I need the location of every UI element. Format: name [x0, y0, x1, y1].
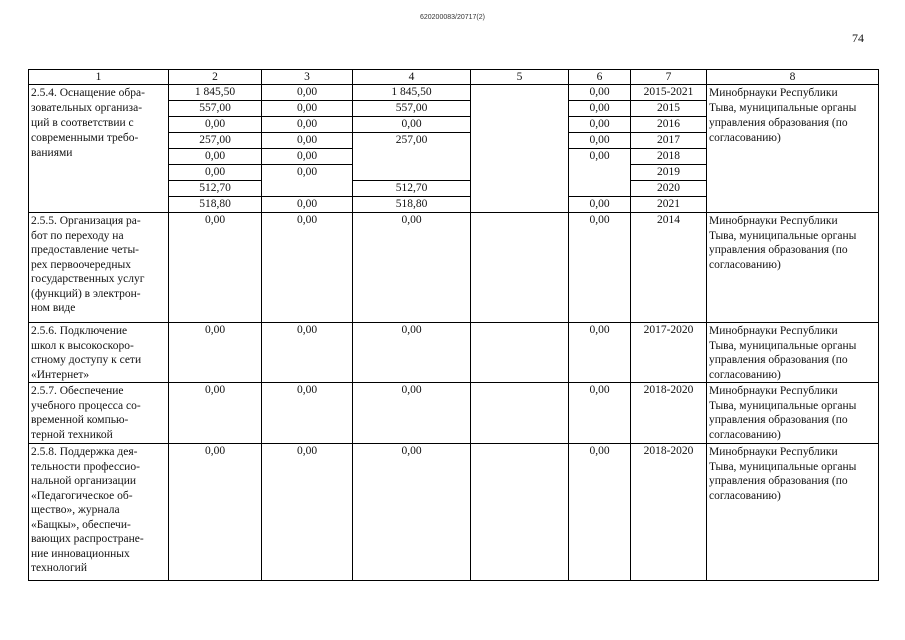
activity-description: 2.5.7. Обеспечение учебного процесса со- временной компью- терной техникой	[29, 383, 169, 444]
activity-description: 2.5.4. Оснащение обра- зовательных организа- ций в соответствии с современными требо- ваниями	[29, 85, 169, 213]
cell-other: 0,00	[569, 85, 631, 101]
responsible-executor: Минобрнауки Республики Тыва, муниципальные органы управления образования (по согласованию)	[707, 444, 879, 581]
responsible-executor: Минобрнауки Республики Тыва, муниципальные органы управления образования (по согласованию)	[707, 383, 879, 444]
cell-republic: 1 845,50	[353, 85, 471, 101]
cell-other: 0,00	[569, 213, 631, 323]
column-header: 6	[569, 70, 631, 85]
cell-years: 2014	[631, 213, 707, 323]
cell-local	[471, 383, 569, 444]
cell-republic: 257,00	[353, 133, 471, 149]
cell-federal: 0,00	[262, 383, 353, 444]
cell-republic: 0,00	[353, 383, 471, 444]
cell-other: 0,00	[569, 149, 631, 165]
table-row	[29, 213, 879, 323]
cell-federal: 0,00	[262, 165, 353, 181]
cell-years: 2015	[631, 101, 707, 117]
table-row	[29, 383, 879, 444]
cell-other	[569, 181, 631, 197]
cell-republic	[353, 149, 471, 165]
cell-republic	[353, 165, 471, 181]
cell-federal: 0,00	[262, 149, 353, 165]
cell-other: 0,00	[569, 197, 631, 213]
activity-description: 2.5.5. Организация ра- бот по переходу на предоставление четы- рех первоочередных государственных услуг (функций) в электрон- ном виде	[29, 213, 169, 323]
table-row	[29, 444, 879, 581]
column-header: 8	[707, 70, 879, 85]
column-header: 5	[471, 70, 569, 85]
cell-republic: 512,70	[353, 181, 471, 197]
cell-federal: 0,00	[262, 133, 353, 149]
cell-other: 0,00	[569, 101, 631, 117]
column-header: 7	[631, 70, 707, 85]
cell-years: 2015-2021	[631, 85, 707, 101]
cell-local	[471, 85, 569, 213]
cell-local	[471, 323, 569, 383]
responsible-executor: Минобрнауки Республики Тыва, муниципальные органы управления образования (по согласованию)	[707, 213, 879, 323]
cell-total: 0,00	[169, 444, 262, 581]
page-number: 74	[852, 31, 864, 45]
cell-total: 257,00	[169, 133, 262, 149]
cell-federal: 0,00	[262, 213, 353, 323]
cell-total: 0,00	[169, 213, 262, 323]
cell-republic: 0,00	[353, 213, 471, 323]
table-row	[29, 85, 879, 101]
cell-years: 2019	[631, 165, 707, 181]
cell-total: 0,00	[169, 149, 262, 165]
responsible-executor: Минобрнауки Республики Тыва, муниципальные органы управления образования (по согласованию)	[707, 85, 879, 213]
cell-federal	[262, 181, 353, 197]
cell-federal: 0,00	[262, 117, 353, 133]
cell-years: 2021	[631, 197, 707, 213]
column-header: 3	[262, 70, 353, 85]
cell-years: 2018-2020	[631, 383, 707, 444]
cell-total: 0,00	[169, 165, 262, 181]
cell-total: 1 845,50	[169, 85, 262, 101]
cell-total: 557,00	[169, 101, 262, 117]
table-row	[29, 323, 879, 383]
cell-other: 0,00	[569, 117, 631, 133]
cell-other: 0,00	[569, 383, 631, 444]
cell-years: 2017	[631, 133, 707, 149]
cell-total: 512,70	[169, 181, 262, 197]
cell-federal: 0,00	[262, 85, 353, 101]
column-header: 1	[29, 70, 169, 85]
cell-years: 2017-2020	[631, 323, 707, 383]
responsible-executor: Минобрнауки Республики Тыва, муниципальные органы управления образования (по согласованию)	[707, 323, 879, 383]
program-activities-table	[28, 69, 879, 581]
cell-total: 0,00	[169, 323, 262, 383]
cell-republic: 0,00	[353, 444, 471, 581]
cell-years: 2020	[631, 181, 707, 197]
cell-republic: 0,00	[353, 323, 471, 383]
cell-local	[471, 444, 569, 581]
cell-total: 0,00	[169, 383, 262, 444]
activity-description: 2.5.6. Подключение школ к высокоскоро- стному доступу к сети «Интернет»	[29, 323, 169, 383]
cell-republic: 557,00	[353, 101, 471, 117]
cell-federal: 0,00	[262, 444, 353, 581]
cell-local	[471, 213, 569, 323]
cell-years: 2018-2020	[631, 444, 707, 581]
cell-federal: 0,00	[262, 197, 353, 213]
cell-federal: 0,00	[262, 101, 353, 117]
cell-other: 0,00	[569, 133, 631, 149]
cell-total: 0,00	[169, 117, 262, 133]
cell-other: 0,00	[569, 323, 631, 383]
cell-years: 2016	[631, 117, 707, 133]
cell-federal: 0,00	[262, 323, 353, 383]
column-number-header-row	[29, 70, 879, 85]
document-id: 620200083/20717(2)	[419, 14, 485, 21]
activity-description: 2.5.8. Поддержка дея- тельности профессио- нальной организации «Педагогическое об- щество», журнала «Бащкы», обеспечи- вающих распростране- ние инновационных технологий	[29, 444, 169, 581]
cell-total: 518,80	[169, 197, 262, 213]
cell-republic: 0,00	[353, 117, 471, 133]
cell-other: 0,00	[569, 444, 631, 581]
column-header: 2	[169, 70, 262, 85]
column-header: 4	[353, 70, 471, 85]
cell-republic: 518,80	[353, 197, 471, 213]
cell-years: 2018	[631, 149, 707, 165]
cell-other	[569, 165, 631, 181]
